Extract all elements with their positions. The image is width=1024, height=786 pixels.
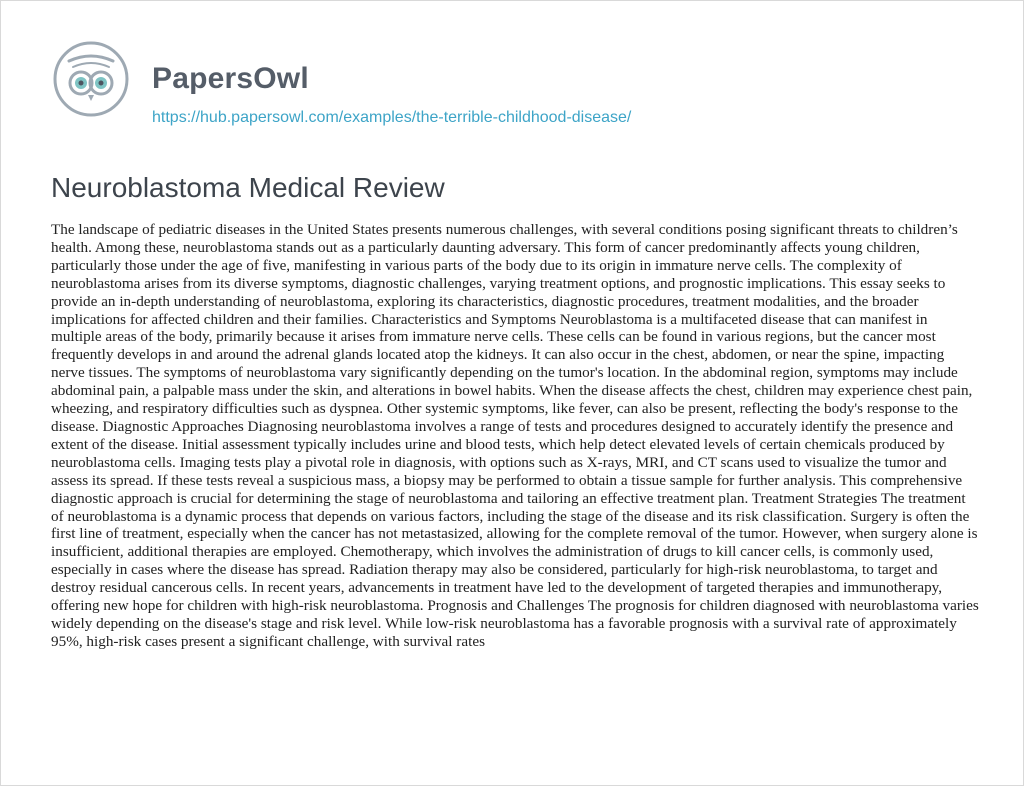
source-url-link[interactable]: https://hub.papersowl.com/examples/the-terrible-childhood-disease/ [152, 109, 632, 126]
site-header [51, 39, 951, 129]
brand-name[interactable]: PapersOwl [152, 62, 309, 95]
article-body: The landscape of pediatric diseases in the United States presents numerous challenges, with several conditions posing significant threats to children’s health. Among these, neuroblastoma stands out as a particularly daunting adversary. This form of cancer predominantly affects young children, particularly those under the age of five, manifesting in various parts of the body due to its origin in immature nerve cells. The complexity of neuroblastoma arises from its diverse symptoms, diagnostic challenges, varying treatment options, and prognostic implications. This essay seeks to provide an in-depth understanding of neuroblastoma, exploring its characteristics, diagnostic procedures, treatment modalities, and the broader implications for affected children and their families. Characteristics and Symptoms Neuroblastoma is a multifaceted disease that can manifest in multiple areas of the body, primarily because it arises from immature nerve cells. These cells can be found in various regions, but the cancer most frequently develops in and around the adrenal glands located atop the kidneys. It can also occur in the chest, abdomen, or near the spine, impacting nerve tissues. The symptoms of neuroblastoma vary significantly depending on the tumor's location. In the abdominal region, symptoms may include abdominal pain, a palpable mass under the skin, and alterations in bowel habits. When the disease affects the chest, children may experience chest pain, wheezing, and respiratory difficulties such as dyspnea. Other systemic symptoms, like fever, can also be present, reflecting the body's response to the disease. Diagnostic Approaches Diagnosing neuroblastoma involves a range of tests and procedures designed to accurately identify the presence and extent of the disease. Initial assessment typically includes urine and blood tests, which help detect elevated levels of certain chemicals produced by neuroblastoma cells. Imaging tests play a pivotal role in diagnosis, with options such as X-rays, MRI, and CT scans used to visualize the tumor and assess its spread. If these tests reveal a suspicious mass, a biopsy may be performed to obtain a tissue sample for further analysis. This comprehensive diagnostic approach is crucial for determining the stage of neuroblastoma and tailoring an effective treatment plan. Treatment Strategies The treatment of neuroblastoma is a dynamic process that depends on various factors, including the stage of the disease and its risk classification. Surgery is often the first line of treatment, especially when the cancer has not metastasized, allowing for the complete removal of the tumor. However, when surgery alone is insufficient, additional therapies are employed. Chemotherapy, which involves the administration of drugs to kill cancer cells, is commonly used, especially in cases where the disease has spread. Radiation therapy may also be considered, particularly for high-risk neuroblastoma, to target and destroy residual cancerous cells. In recent years, advancements in treatment have led to the development of targeted therapies and immunotherapy, offering new hope for children with high-risk neuroblastoma. Prognosis and Challenges The prognosis for children diagnosed with neuroblastoma varies widely depending on the disease's stage and risk level. While low-risk neuroblastoma has a favorable prognosis with a survival rate of approximately 95%, high-risk cases present a significant challenge, with survival rates [51, 221, 979, 650]
page-title: Neuroblastoma Medical Review [51, 172, 445, 203]
owl-logo-icon [51, 39, 131, 119]
